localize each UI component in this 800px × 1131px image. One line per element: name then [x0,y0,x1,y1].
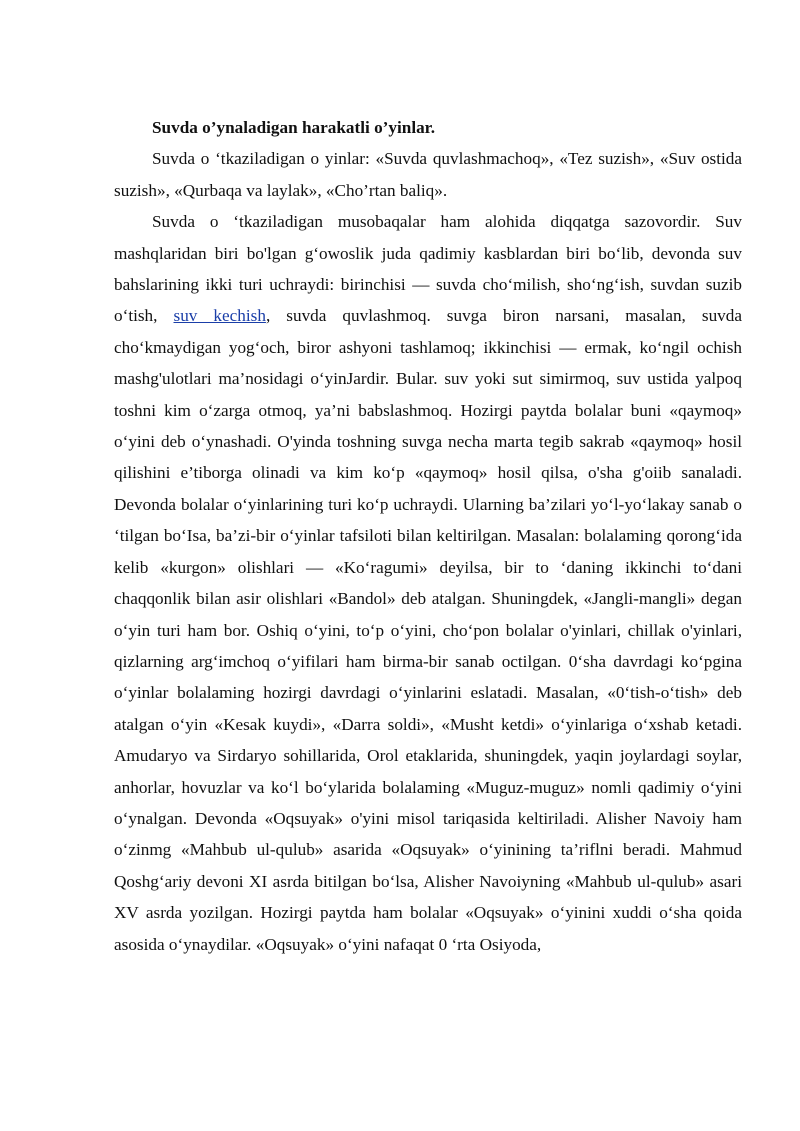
paragraph-games-list: Suvda o ‘tkaziladigan o yinlar: «Suvda quvlashmachoq», «Tez suzish», «Suv ostida suzish», «Qurbaqa va laylak», «Cho’rtan baliq». [114,149,742,200]
paragraph-competitions [114,206,742,960]
paragraph-text-before-link: Suvda o ‘tkaziladigan musobaqalar ham alohida diqqatga sazovordir. Suv mashqlaridan biri bo'lgan g‘owoslik juda qadimiy kasblardan biri bo‘lib, devonda suv bahslarining ikki turi uchraydi: birinchisi — suvda cho‘milish, sho‘ng‘ish, suvdan suzib o‘tish, [114,212,742,326]
paragraph-text-after-link: , suvda quvlashmoq. suvga biron narsani, masalan, suvda cho‘kmaydigan yog‘och, biror ashyoni tashlamoq; ikkinchisi — ermak, ko‘ngil ochish mashg'ulotlari ma’nosidagi o‘yinJardir. Bular. suv yoki sut simirmoq, suv ustida yalpoq toshni kim o‘zarga otmoq, ya’ni babslashmoq. Hozirgi paytda bolalar buni «qaymoq» o‘yini deb o‘ynashadi. O'yinda toshning suvga necha marta tegib sakrab «qaymoq» hosil qilishini e’tiborga olinadi va kim ko‘p «qaymoq» hosil qilsa, o'sha g'oiib sanaladi. Devonda bolalar o‘yinlarining turi ko‘p uchraydi. Ularning ba’zilari yo‘l-yo‘lakay sanab o ‘tilgan bo‘Isa, ba’zi-bir o‘yinlar tafsiloti bilan keltirilgan. Masalan: bolalaming qorong‘ida kelib «kurgon» olishlari — «Ko‘ragumi» deyilsa, bir to ‘daning ikkinchi to‘dani chaqqonlik bilan asir olishlari «Bandol» deb atalgan. Shuningdek, «Jangli-mangli» degan o‘yin turi ham bor. Oshiq o‘yini, to‘p o‘yini, cho‘pon bolalar o'yinlari, chillak o'yinlari, qizlarning arg‘imchoq o‘yifilari ham birma-bir sanab octilgan. 0‘sha davrdagi ko‘pgina o‘yinlar bolalaming hozirgi davrdagi o‘yinlarini eslatadi. Masalan, «0‘tish-o‘tish» deb atalgan o‘yin «Kesak kuydi», «Darra soldi», «Musht ketdi» o‘yinlariga o‘xshab ketadi. Amudaryo va Sirdaryo sohillarida, Orol etaklarida, shuningdek, yaqin joylardagi soylar, anhorlar, hovuzlar va ko‘l bo‘ylarida bolalaming «Muguz-muguz» nomli qadimiy o‘yini o‘ynalgan. Devonda «Oqsuyak» o'yini misol tariqasida keltiriladi. Alisher Navoiy ham o‘zinmg «Mahbub ul-qulub» asarida «Oqsuyak» o‘yinining ta’riflni beradi. Mahmud Qoshg‘ariy devoni XI asrda bitilgan bo‘lsa, Alisher Navoiyning «Mahbub ul-qulub» asari XV asrda yozilgan. Hozirgi paytda ham bolalar «Oqsuyak» o‘yinini xuddi o‘sha qoida asosida o‘ynaydilar. «Oqsuyak» o‘yini nafaqat 0 ‘rta Osiyoda, [114,306,742,954]
document-body [114,112,742,960]
section-heading: Suvda o’ynaladigan harakatli o’yinlar. [152,118,436,137]
suv-kechish-link[interactable]: suv kechish [173,306,266,326]
